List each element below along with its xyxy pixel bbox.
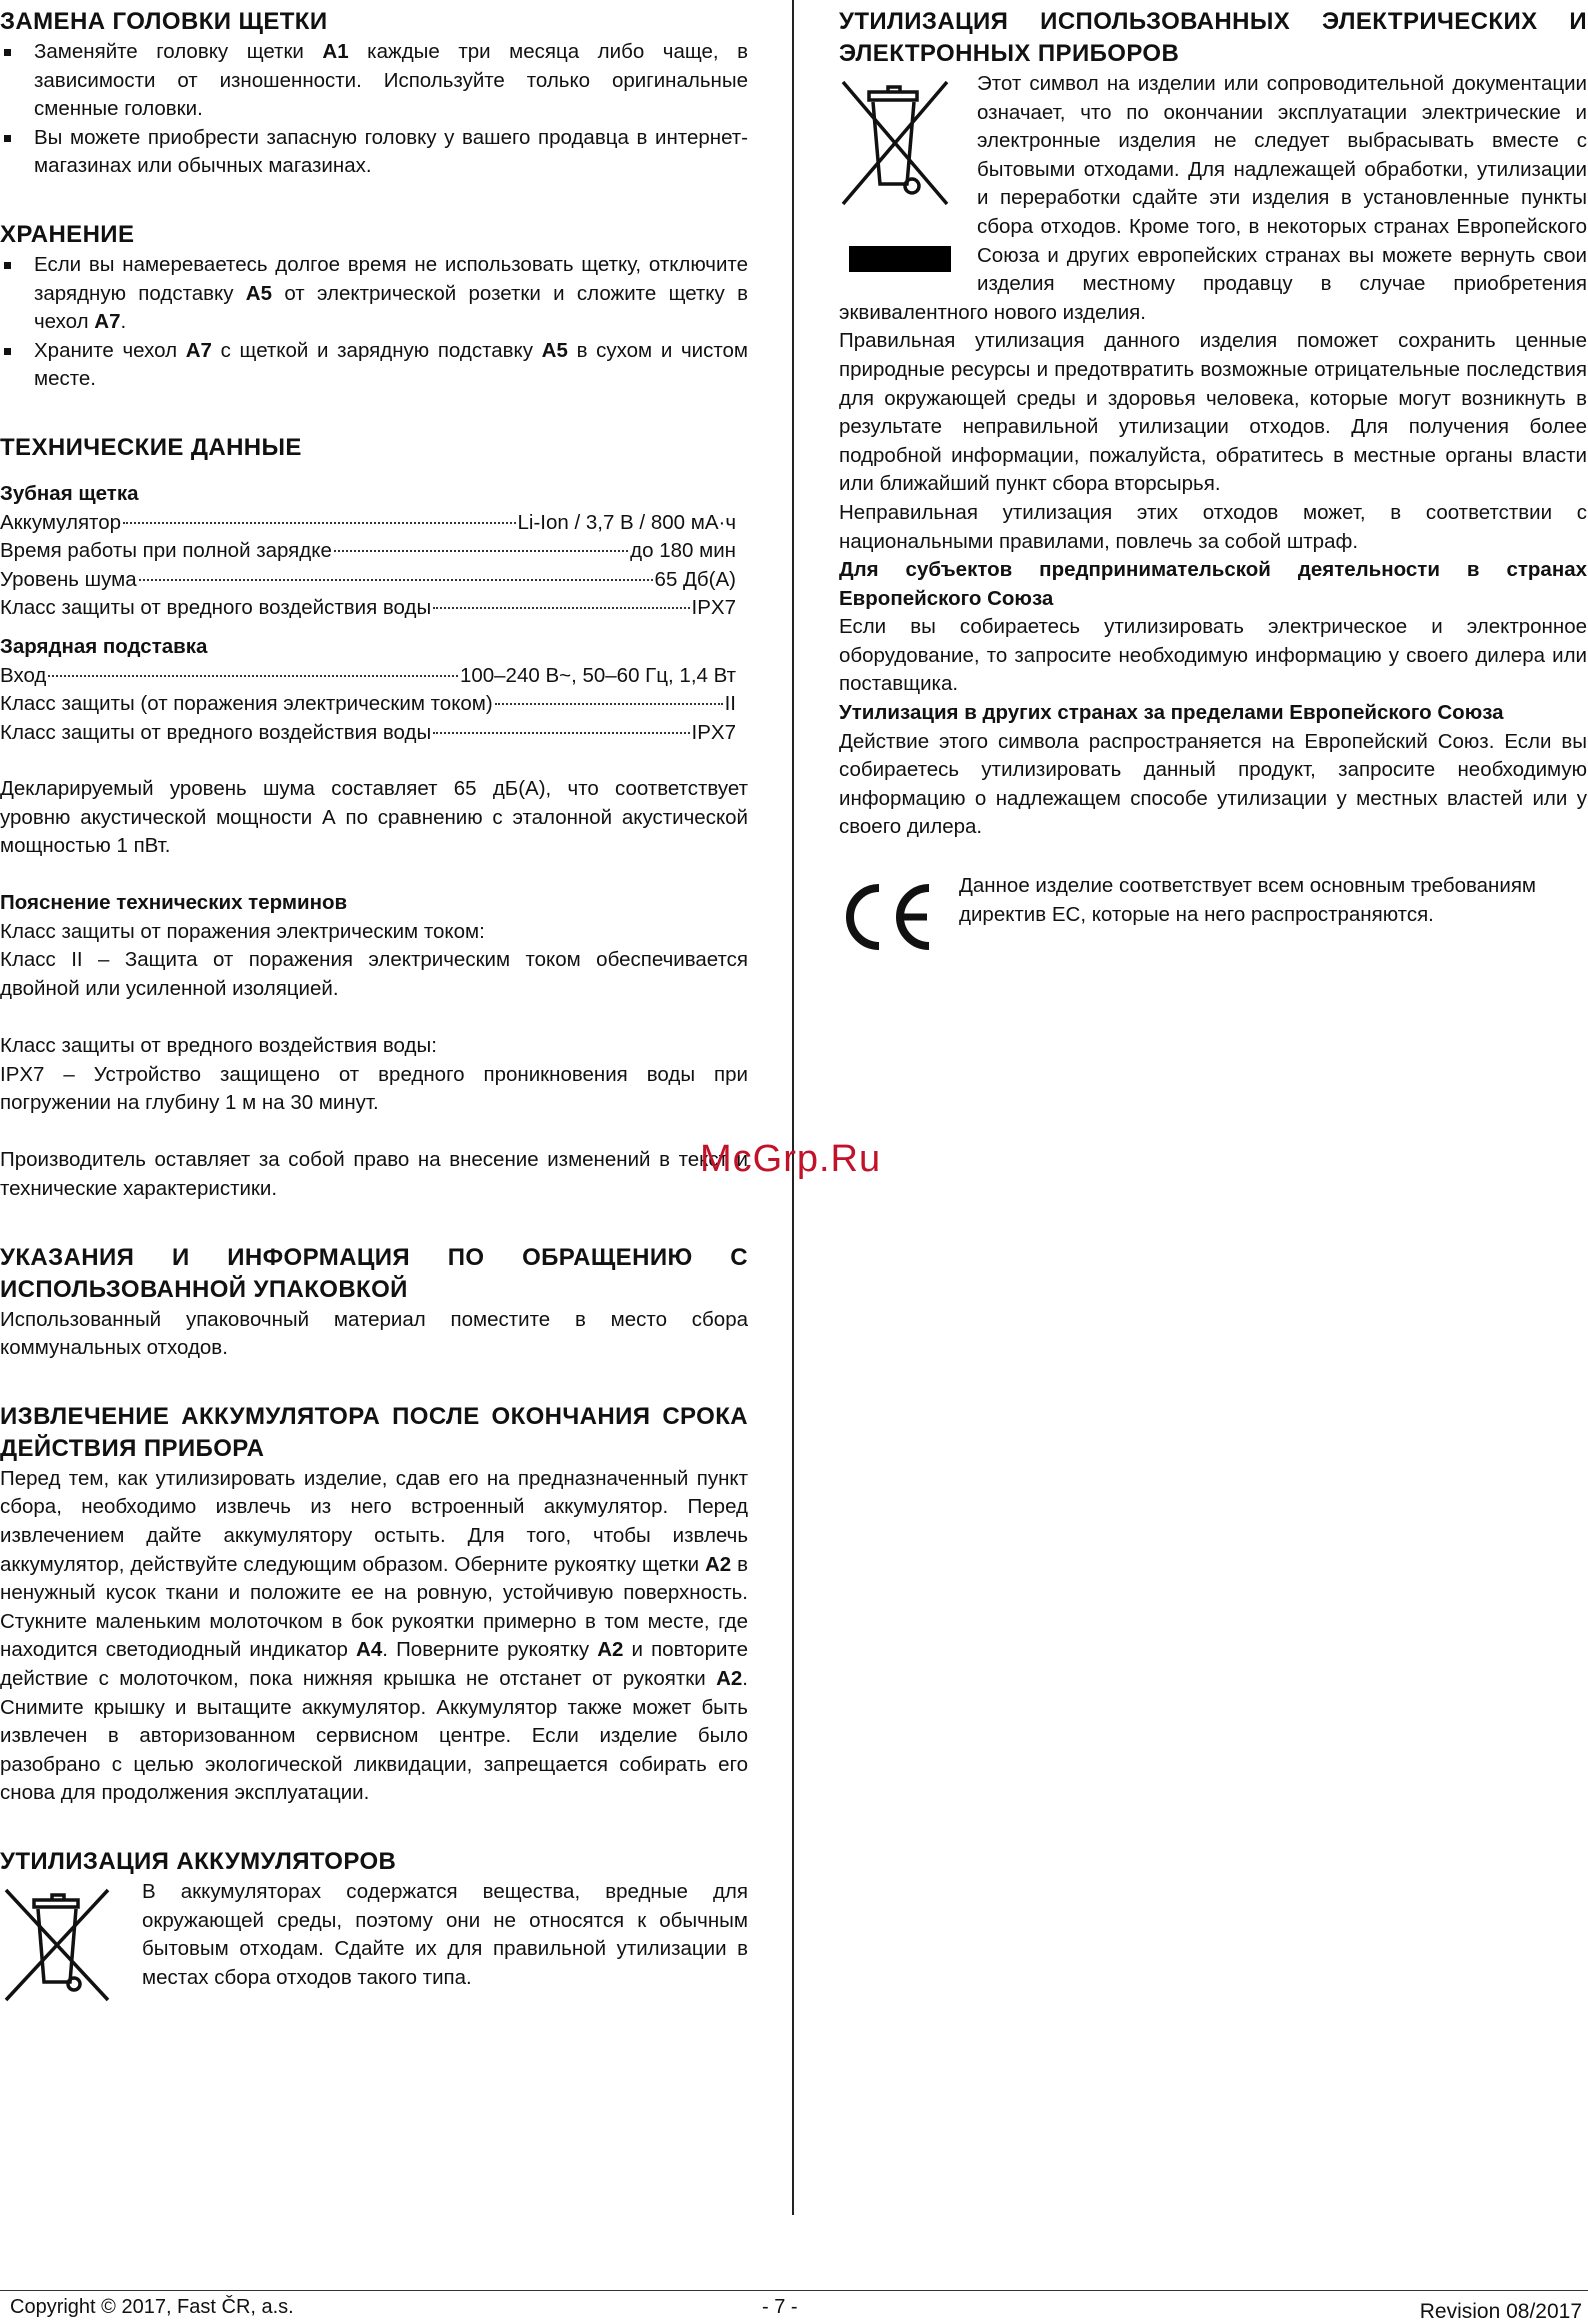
storage-list (0, 251, 748, 394)
ce-mark-icon (839, 882, 935, 961)
charger-spec-table (0, 662, 736, 748)
ce-conformity-block (839, 872, 1587, 961)
section-title-storage: ХРАНЕНИЕ (0, 220, 135, 248)
section-title-battery-removal: ИЗВЛЕЧЕНИЕ АККУМУЛЯТОРА ПОСЛЕ ОКОНЧАНИЯ СРОКА ДЕЙСТВИЯ ПРИБОРА (0, 1402, 748, 1462)
packaging-text: Использованный упаковочный материал поместите в место сбора коммунальных отходов. (0, 1307, 748, 1360)
weee-text-3: Неправильная утилизация этих отходов может, в соответствии с национальными правилами, повлечь за собой штраф. (839, 500, 1587, 553)
battery-disposal-text: В аккумуляторах содержатся вещества, вредные для окружающей среды, поэтому они не относятся к обычным бытовым отходам. Сдайте их для правильной утилизации в местах сбора отходов такого типа. (142, 1879, 748, 1989)
section-title-battery-disposal: УТИЛИЗАЦИЯ АККУМУЛЯТОРОВ (0, 1847, 397, 1875)
brush-spec-heading: Зубная щетка (0, 481, 139, 505)
term-water-text: IPX7 – Устройство защищено от вредного проникновения воды при погружении на глубину 1 м на 30 минут. (0, 1062, 748, 1115)
column-divider (792, 0, 794, 2215)
brush-spec-table (0, 509, 736, 623)
spec-row: Уровень шума 65 Дб(А) (0, 567, 736, 591)
copyright-text: Copyright © 2017, Fast ČR, a.s. (10, 2296, 294, 2318)
section-title-packaging: УКАЗАНИЯ И ИНФОРМАЦИЯ ПО ОБРАЩЕНИЮ С ИСПОЛЬЗОВАННОЙ УПАКОВКОЙ (0, 1243, 748, 1303)
terms-heading: Пояснение технических терминов (0, 891, 348, 915)
list-item: Если вы намереваетесь долгое время не использовать щетку, отключите зарядную подставку A5 от электрической розетки и сложите щетку в чехол A7. (0, 251, 748, 337)
footer-rule (0, 2290, 1588, 2291)
battery-removal-text: Перед тем, как утилизировать изделие, сдав его на предназначенный пункт сбора, необходимо извлечь из него встроенный аккумулятор. Перед извлечением дайте аккумулятору остыть. Для того, чтобы извлечь аккумулятор, действуйте следующим образом. Оберните рукоятку щетки A2 в ненужный кусок ткани и положите ее на ровную, устойчивую поверхность. Стукните маленьким молоточком в бок рукоятки примерно в том месте, где находится светодиодный индикатор A4. Поверните рукоятку A2 и повторите действие с молоточком, пока нижняя крышка не отстанет от рукоятки A2. Снимите крышку и вытащите аккумулятор. Аккумулятор также может быть извлечен в авторизованном сервисном центре. Если изделие было разобрано с целью экологической ликвидации, запрещается собирать его снова для продолжения эксплуатации. (0, 1466, 748, 1805)
spec-row: Класс защиты от вредного воздействия воды IPX7 (0, 720, 736, 744)
weee-text-1: Этот символ на изделии или сопроводительной документации означает, что по окончании эксплуатации электрические и электронные изделия не следует выбрасывать вместе с бытовыми отходами. Для надлежащей обработки, утилизации и переработки сдайте эти изделия в установленные пункты сбора отходов. Кроме того, в некоторых странах Европейского Союза и других европейских странах вы можете вернуть свои изделия местному продавцу в случае приобретения эквивалентного нового изделия. (839, 72, 1587, 324)
ce-conformity-text: Данное изделие соответствует всем основным требованиям директив ЕС, которые на него распространяются. (959, 874, 1537, 926)
charger-spec-heading: Зарядная подставка (0, 634, 208, 658)
term-electric-text: Класс II – Защита от поражения электрическим током обеспечивается двойной или усиленной изоляцией. (0, 948, 748, 1000)
other-countries-heading: Утилизация в других странах за пределами Европейского Союза (839, 701, 1504, 725)
left-column (0, 0, 748, 2019)
watermark-text: McGrp.Ru (700, 1138, 882, 1180)
battery-disposal-block (0, 1878, 748, 2019)
other-countries-text: Действие этого символа распространяется на Европейский Союз. Если вы собираетесь утилизировать данный продукт, запросите необходимую информацию о надлежащем способе утилизации у местных властей или у своего дилера. (839, 729, 1587, 839)
revision-text: Revision 08/2017 (1419, 2300, 1582, 2323)
business-heading: Для субъектов предпринимательской деятельности в странах Европейского Союза (839, 558, 1587, 610)
spec-row: Класс защиты от вредного воздействия воды IPX7 (0, 596, 736, 620)
list-item: Храните чехол A7 с щеткой и зарядную подставку A5 в сухом и чистом месте. (0, 337, 748, 394)
weee-text-2: Правильная утилизация данного изделия поможет сохранить ценные природные ресурсы и предотвратить возможные отрицательные последствия для окружающей среды и здоровья человека, которые могут возникнуть в результате неправильной утилизации отходов. Для получения более подробной информации, пожалуйста, обратитесь в местные органы власти или ближайший пункт сбора вторсырья. (839, 329, 1587, 496)
section-title-tech-data: ТЕХНИЧЕСКИЕ ДАННЫЕ (0, 433, 302, 461)
noise-declaration: Декларируемый уровень шума составляет 65 дБ(А), что соответствует уровню акустической мощности А по сравнению с эталонной акустической мощностью 1 пВт. (0, 777, 748, 858)
page-number: - 7 - (762, 2296, 798, 2318)
crossed-out-wheelie-bin-icon (0, 1884, 116, 2015)
page-footer (0, 2290, 1588, 2324)
spec-row: Вход 100–240 В~, 50–60 Гц, 1,4 Вт (0, 663, 736, 687)
term-water-title: Класс защиты от вредного воздействия воды: (0, 1034, 437, 1058)
right-column (839, 0, 1587, 961)
section-title-weee: УТИЛИЗАЦИЯ ИСПОЛЬЗОВАННЫХ ЭЛЕКТРИЧЕСКИХ И ЭЛЕКТРОННЫХ ПРИБОРОВ (839, 8, 1587, 67)
list-item: Вы можете приобрести запасную головку у вашего продавца в интернет-магазинах или обычных магазинах. (0, 124, 748, 181)
business-text: Если вы собираетесь утилизировать электрическое и электронное оборудование, то запросите необходимую информацию у своего дилера или поставщика. (839, 615, 1587, 696)
spec-row: Время работы при полной зарядке до 180 мин (0, 539, 736, 563)
weee-block (839, 70, 1587, 327)
list-item: Заменяйте головку щетки A1 каждые три месяца либо чаще, в зависимости от изношенности. Используйте только оригинальные сменные головки. (0, 38, 748, 124)
manufacturer-note: Производитель оставляет за собой право на внесение изменений в текст и технические характеристики. (0, 1148, 748, 1200)
brush-head-list (0, 38, 748, 181)
spec-row: Аккумулятор Li-Ion / 3,7 В / 800 мА·ч (0, 510, 736, 534)
crossed-out-wheelie-bin-icon (839, 78, 951, 283)
spec-row: Класс защиты (от поражения электрическим током) II (0, 692, 736, 716)
section-title-brush-head: ЗАМЕНА ГОЛОВКИ ЩЕТКИ (0, 8, 328, 35)
term-electric-title: Класс защиты от поражения электрическим током: (0, 919, 485, 943)
